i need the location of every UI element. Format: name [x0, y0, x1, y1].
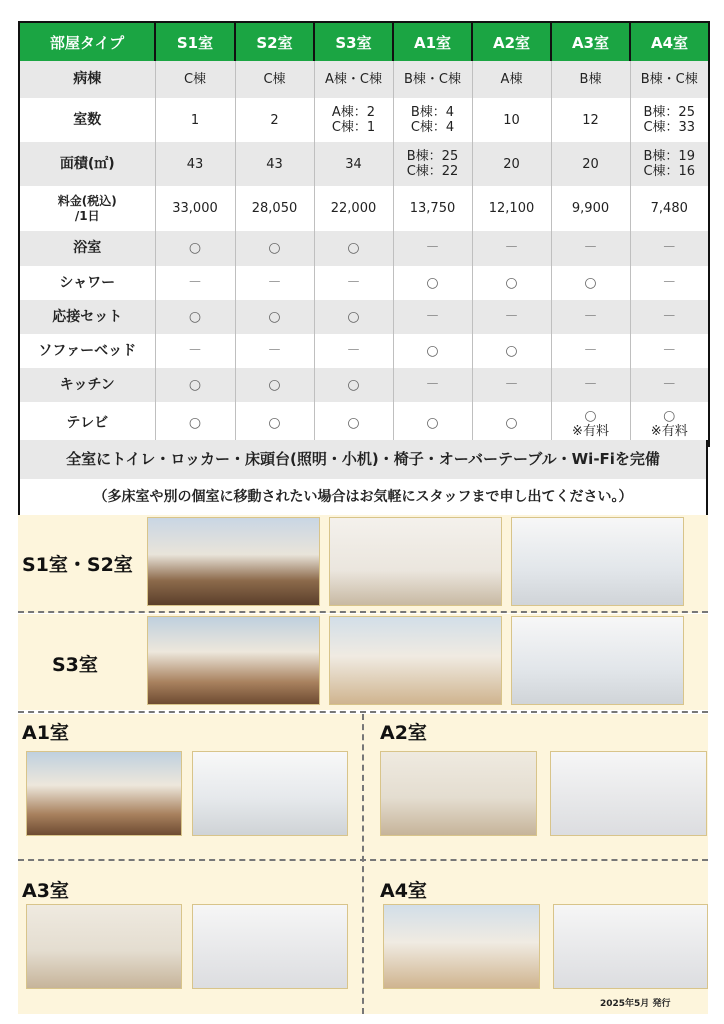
- cell-value: ○: [188, 376, 202, 393]
- header-s1: S1室: [155, 22, 235, 61]
- cell-value: C棟：4: [410, 120, 455, 135]
- cell-value: －: [662, 240, 677, 256]
- cell-value: ○: [663, 407, 676, 424]
- cell-value: C棟: [263, 72, 286, 87]
- divider: [18, 611, 708, 613]
- cell-value: 12: [582, 112, 599, 128]
- photo-s1s2-bathroom: [511, 517, 684, 606]
- table-cell: [472, 142, 551, 186]
- cell-value: 22,000: [330, 201, 377, 216]
- cell-value: －: [504, 376, 519, 393]
- cell-value: ○: [426, 274, 439, 291]
- cell-value: 10: [503, 112, 520, 128]
- cell-value: B棟：19: [643, 149, 695, 164]
- table-cell: [155, 61, 235, 98]
- label-a4: A4室: [380, 880, 427, 902]
- table-cell: [551, 300, 630, 334]
- row-label: テレビ: [19, 402, 155, 446]
- table-cell: [472, 334, 551, 368]
- label-a1: A1室: [22, 722, 69, 744]
- room-pricing-table: [18, 21, 708, 447]
- cell-value: B棟：25: [406, 149, 459, 164]
- table-cell: [472, 98, 551, 142]
- cell-value: 43: [266, 156, 283, 172]
- table-cell: [235, 98, 314, 142]
- cell-value: －: [504, 240, 519, 256]
- table-row: [19, 334, 709, 368]
- table-cell: [314, 231, 393, 266]
- photo-s3-desk: [329, 616, 502, 705]
- table-cell: [155, 98, 235, 142]
- photo-s1s2-washroom: [329, 517, 502, 606]
- cell-value: C棟: [183, 72, 207, 87]
- cell-value: －: [188, 342, 202, 359]
- cell-value: ○: [268, 415, 281, 431]
- cell-value: －: [425, 240, 440, 256]
- room-change-note: （多床室や別の個室に移動されたい場合はお気軽にスタッフまで申し出てください。）: [20, 479, 706, 516]
- photo-a1-shower: [192, 751, 348, 836]
- table-cell: [155, 186, 235, 231]
- row-label-line: /1日: [74, 208, 100, 223]
- row-label: 応接セット: [19, 300, 155, 334]
- cell-value: ○: [347, 415, 360, 431]
- cell-value: ※有料: [650, 423, 688, 439]
- divider-vertical: [362, 714, 364, 1014]
- photo-a1-room: [26, 751, 182, 836]
- table-cell: [393, 98, 472, 142]
- cell-value: ○: [426, 415, 439, 431]
- cell-value: －: [662, 342, 677, 359]
- table-cell: [314, 368, 393, 402]
- table-cell: [314, 186, 393, 231]
- header-a1: A1室: [393, 22, 472, 61]
- label-a2: A2室: [380, 722, 427, 744]
- table-cell: [393, 186, 472, 231]
- table-cell: [393, 142, 472, 186]
- label-s1s2: S1室・S2室: [22, 554, 133, 576]
- cell-value: 28,050: [251, 201, 298, 216]
- photo-a2-shower: [550, 751, 707, 836]
- cell-value: ○: [268, 376, 281, 393]
- table-cell: [314, 61, 393, 98]
- cell-value: ○: [584, 407, 597, 424]
- photo-a4-room: [383, 904, 540, 989]
- cell-value: C棟：33: [643, 120, 696, 135]
- cell-value: －: [346, 342, 361, 359]
- cell-value: 2: [270, 112, 279, 128]
- cell-value: 12,100: [488, 201, 535, 216]
- row-label: 面積(㎡): [19, 142, 155, 186]
- cell-value: C棟：22: [406, 164, 459, 179]
- cell-value: 33,000: [172, 201, 218, 216]
- table-cell: [630, 61, 709, 98]
- cell-value: ○: [268, 308, 281, 325]
- cell-value: B棟：4: [410, 105, 455, 120]
- table-cell: [393, 334, 472, 368]
- cell-value: ○: [188, 240, 202, 256]
- cell-value: 13,750: [409, 201, 456, 216]
- table-cell: [472, 186, 551, 231]
- cell-value: A棟: [500, 72, 523, 87]
- table-cell: [314, 300, 393, 334]
- cell-value: －: [267, 274, 282, 291]
- cell-value: 1: [190, 112, 200, 128]
- table-cell: [630, 142, 709, 186]
- table-cell: [235, 186, 314, 231]
- table-cell: [551, 334, 630, 368]
- table-cell: [551, 186, 630, 231]
- table-cell: [472, 266, 551, 300]
- cell-value: －: [346, 274, 361, 291]
- table-cell: [235, 300, 314, 334]
- row-label-line: 料金(税込): [57, 193, 117, 208]
- table-cell: [235, 231, 314, 266]
- table-cell: [630, 334, 709, 368]
- table-cell: [314, 142, 393, 186]
- table-cell: [630, 98, 709, 142]
- cell-value: －: [504, 308, 519, 325]
- cell-value: A棟：2: [331, 105, 376, 120]
- cell-value: B棟: [579, 72, 602, 87]
- cell-value: A棟・C棟: [325, 72, 382, 87]
- cell-value: －: [583, 376, 598, 393]
- row-label: 病棟: [19, 61, 155, 98]
- cell-value: 43: [186, 156, 204, 172]
- header-s3: S3室: [314, 22, 393, 61]
- cell-value: ○: [347, 308, 360, 325]
- table-row: [19, 186, 709, 231]
- table-cell: [155, 300, 235, 334]
- cell-value: ○: [268, 240, 281, 256]
- photo-s3-bedroom: [147, 616, 320, 705]
- row-label: キッチン: [19, 368, 155, 402]
- header-a2: A2室: [472, 22, 551, 61]
- table-cell: [393, 231, 472, 266]
- table-cell: [393, 368, 472, 402]
- issue-date: 2025年5月 発行: [600, 999, 671, 1009]
- cell-value: 20: [582, 156, 599, 172]
- cell-value: －: [425, 308, 440, 325]
- row-label: 浴室: [19, 231, 155, 266]
- cell-value: －: [583, 342, 598, 359]
- table-cell: [314, 334, 393, 368]
- table-cell: [235, 368, 314, 402]
- table-cell: [235, 142, 314, 186]
- table-header-row: [19, 22, 709, 61]
- table-cell: [155, 334, 235, 368]
- table-cell: [393, 300, 472, 334]
- cell-value: 20: [503, 156, 520, 172]
- cell-value: －: [662, 308, 677, 325]
- table-cell: [551, 142, 630, 186]
- table-cell: [155, 368, 235, 402]
- table-row: [19, 300, 709, 334]
- table-cell: [630, 300, 709, 334]
- cell-value: ○: [347, 376, 360, 393]
- table-cell: [551, 98, 630, 142]
- table-row: [19, 98, 709, 142]
- table-notes: [18, 440, 708, 518]
- header-a3: A3室: [551, 22, 630, 61]
- cell-value: ※有料: [572, 423, 609, 439]
- table-cell: [314, 98, 393, 142]
- photo-a2-room: [380, 751, 537, 836]
- cell-value: ○: [584, 274, 597, 291]
- table-cell: [630, 186, 709, 231]
- cell-value: ○: [188, 308, 202, 325]
- cell-value: －: [267, 342, 282, 359]
- row-label: シャワー: [19, 266, 155, 300]
- cell-value: C棟：16: [643, 164, 696, 179]
- table-cell: [472, 300, 551, 334]
- photo-s1s2-bedroom: [147, 517, 320, 606]
- cell-value: ○: [505, 415, 518, 431]
- row-label: [19, 186, 155, 231]
- cell-value: 34: [345, 156, 362, 172]
- table-row: [19, 61, 709, 98]
- table-cell: [155, 231, 235, 266]
- table-cell: [235, 266, 314, 300]
- photo-a4-toilet: [553, 904, 708, 989]
- table-cell: [472, 368, 551, 402]
- table-cell: [630, 231, 709, 266]
- cell-value: －: [188, 274, 202, 291]
- cell-value: －: [662, 274, 677, 291]
- cell-value: 9,900: [571, 201, 610, 216]
- table-cell: [155, 142, 235, 186]
- table-cell: [235, 334, 314, 368]
- header-room-type: 部屋タイプ: [19, 22, 155, 61]
- cell-value: ○: [505, 342, 518, 359]
- table-cell: [393, 266, 472, 300]
- cell-value: －: [662, 376, 677, 393]
- cell-value: ○: [188, 415, 202, 431]
- cell-value: C棟：1: [331, 120, 376, 135]
- header-a4: A4室: [630, 22, 709, 61]
- cell-value: B棟・C棟: [640, 72, 698, 87]
- cell-value: B棟：25: [643, 105, 695, 120]
- table-cell: [155, 266, 235, 300]
- table-row: [19, 142, 709, 186]
- table-row: [19, 368, 709, 402]
- cell-value: B棟・C棟: [404, 72, 461, 87]
- cell-value: ○: [505, 274, 518, 291]
- table-cell: [551, 61, 630, 98]
- table-row: [19, 266, 709, 300]
- row-label: ソファーベッド: [19, 334, 155, 368]
- photo-s3-bathroom: [511, 616, 684, 705]
- cell-value: －: [583, 308, 598, 325]
- cell-value: ○: [347, 240, 360, 256]
- table-cell: [235, 61, 314, 98]
- divider: [18, 711, 708, 713]
- label-s3: S3室: [52, 654, 98, 676]
- table-cell: [551, 266, 630, 300]
- photo-a3-shower: [192, 904, 348, 989]
- table-cell: [630, 266, 709, 300]
- photo-a3-room: [26, 904, 182, 989]
- label-a3: A3室: [22, 880, 69, 902]
- cell-value: －: [583, 240, 598, 256]
- table-cell: [472, 231, 551, 266]
- table-cell: [551, 368, 630, 402]
- table-cell: [472, 61, 551, 98]
- table-cell: [630, 368, 709, 402]
- table-row: [19, 231, 709, 266]
- amenities-note: 全室にトイレ・ロッカー・床頭台(照明・小机)・椅子・オーバーテーブル・Wi-Fiを完備: [20, 440, 706, 479]
- row-label: 室数: [19, 98, 155, 142]
- table-cell: [314, 266, 393, 300]
- cell-value: －: [425, 376, 440, 393]
- table-cell: [393, 61, 472, 98]
- table-cell: [551, 231, 630, 266]
- room-table: [18, 21, 710, 447]
- cell-value: ○: [426, 342, 439, 359]
- cell-value: 7,480: [650, 201, 688, 216]
- header-s2: S2室: [235, 22, 314, 61]
